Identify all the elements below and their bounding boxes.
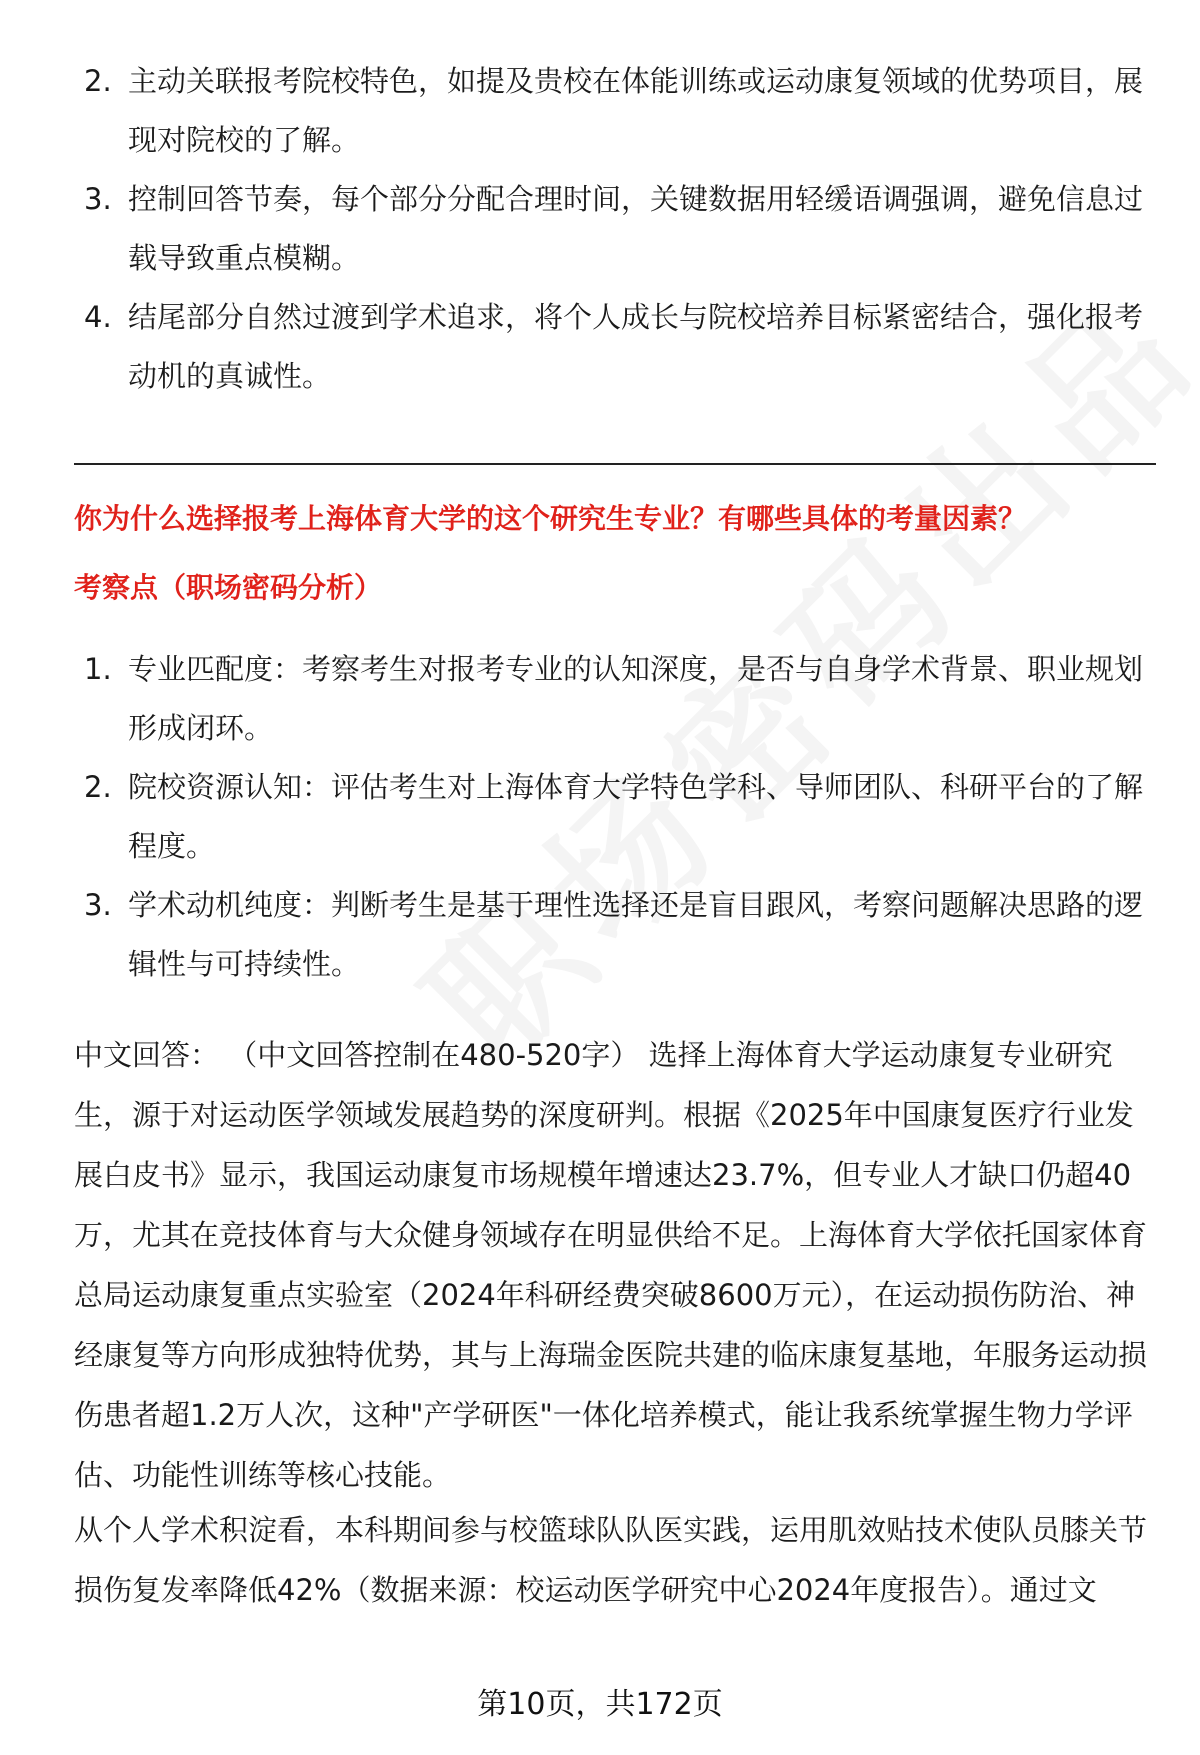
list-text: 院校资源认知：评估考生对上海体育大学特色学科、导师团队、科研平台的了解程度。	[128, 770, 1144, 863]
list-item	[74, 640, 1150, 758]
list-item	[74, 170, 1150, 288]
list-number: 4.	[84, 300, 112, 334]
list-text: 结尾部分自然过渡到学术追求，将个人成长与院校培养目标紧密结合，强化报考动机的真诚性。	[128, 300, 1144, 393]
list-number: 1.	[84, 652, 112, 686]
assess-heading: 考察点（职场密码分析）	[74, 571, 383, 604]
answer-paragraph: 从个人学术积淀看，本科期间参与校篮球队队医实践，运用肌效贴技术使队员膝关节损伤复发率降低42%（数据来源：校运动医学研究中心2024年度报告）。通过文	[74, 1513, 1148, 1607]
list-number: 3.	[84, 888, 112, 922]
list-text: 主动关联报考院校特色，如提及贵校在体能训练或运动康复领域的优势项目，展现对院校的了解。	[128, 64, 1144, 157]
list-number: 2.	[84, 770, 112, 804]
list-number: 2.	[84, 64, 112, 98]
tips-list	[74, 52, 1150, 406]
list-item	[74, 52, 1150, 170]
list-item	[74, 288, 1150, 406]
question-heading: 你为什么选择报考上海体育大学的这个研究生专业？有哪些具体的考量因素？	[74, 502, 1027, 535]
list-item	[74, 758, 1150, 876]
list-item	[74, 876, 1150, 994]
list-text: 控制回答节奏，每个部分分配合理时间，关键数据用轻缓语调强调，避免信息过载导致重点模糊。	[128, 182, 1144, 275]
list-number: 3.	[84, 182, 112, 216]
list-text: 专业匹配度：考察考生对报考专业的认知深度，是否与自身学术背景、职业规划形成闭环。	[128, 652, 1144, 745]
section-divider	[74, 463, 1156, 465]
page-number: 第10页，共172页	[477, 1687, 723, 1722]
list-text: 学术动机纯度：判断考生是基于理性选择还是盲目跟风，考察问题解决思路的逻辑性与可持续性。	[128, 888, 1144, 981]
assess-list	[74, 640, 1150, 994]
answer-paragraph: 中文回答： （中文回答控制在480-520字） 选择上海体育大学运动康复专业研究生，源于对运动医学领域发展趋势的深度研判。根据《2025年中国康复医疗行业发展白皮书》显示，我国运动康复市场规模年增速达23.7%，但专业人才缺口仍超40万，尤其在竞技体育与大众健身领域存在明显供给不足。上海体育大学依托国家体育总局运动康复重点实验室（2024年科研经费突破8600万元），在运动损伤防治、神经康复等方向形成独特优势，其与上海瑞金医院共建的临床康复基地，年服务运动损伤患者超1.2万人次，这种"产学研医"一体化培养模式，能让我系统掌握生物力学评估、功能性训练等核心技能。	[74, 1038, 1148, 1492]
